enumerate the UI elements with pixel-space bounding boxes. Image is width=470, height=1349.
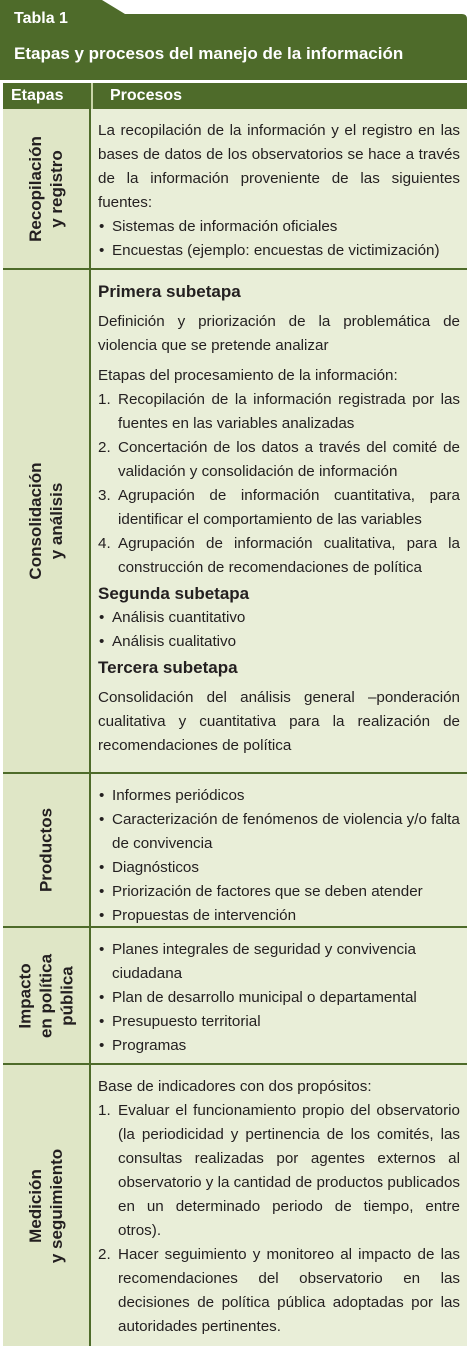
stage-cell <box>3 1065 91 1346</box>
process-cell <box>98 784 460 928</box>
stage-cell <box>3 928 91 1063</box>
table-row-consolidacion <box>3 270 467 774</box>
subsection-heading: Segunda subetapa <box>98 584 250 603</box>
list-item: 4. Agrupación de información cualitativa, para la construcción de recomendaciones de política <box>98 532 460 580</box>
stage-label-line: Productos <box>36 807 56 893</box>
list-item: 2. Hacer seguimiento y monitoreo al impacto de las recomendaciones del observatorio en las decisiones de política pública adoptadas por las autoridades pertinentes. <box>98 1243 460 1339</box>
column-header-procesos: Procesos <box>110 87 183 104</box>
list-item: • Informes periódicos <box>98 784 460 808</box>
table-row-impacto <box>3 928 467 1065</box>
subsection-text: Consolidación del análisis general –ponderación cualitativa y cuantitativa para la realización de recomendaciones de política <box>98 689 460 754</box>
list-item: 3. Agrupación de información cuantitativa, para identificar el comportamiento de las variables <box>98 484 460 532</box>
table-row-productos <box>3 774 467 928</box>
list-item: • Diagnósticos <box>98 856 460 880</box>
list-item: • Programas <box>98 1034 460 1058</box>
stage-label-line: y análisis <box>47 482 66 560</box>
subsection-lead: Etapas del procesamiento de la información: <box>98 367 398 384</box>
column-separator <box>91 83 93 109</box>
list-item: • Encuestas (ejemplo: encuestas de victimización) <box>98 239 460 263</box>
table-row-recopilacion <box>3 109 467 270</box>
process-cell <box>98 938 460 1058</box>
list-item: • Caracterización de fenómenos de violencia y/o falta de convivencia <box>98 808 460 856</box>
list-item: • Plan de desarrollo municipal o departamental <box>98 986 460 1010</box>
subsection-heading: Tercera subetapa <box>98 658 238 677</box>
list-item: 1. Evaluar el funcionamiento propio del observatorio (la periodicidad y pertinencia de los comités, las consultas realizadas por agentes externos al observatorio y la cantidad de productos publicados en un determinado periodo de tiempo, entre otros). <box>98 1099 460 1243</box>
process-cell <box>98 1075 460 1339</box>
process-cell <box>98 278 460 758</box>
process-bullet-list <box>98 784 460 928</box>
stage-cell <box>3 109 91 268</box>
list-item: • Propuestas de intervención <box>98 904 460 928</box>
stage-label-line: y seguimiento <box>47 1148 66 1263</box>
process-intro: La recopilación de la información y el registro en las bases de datos de los observatorios se hace a través de la información proveniente de las siguientes fuentes: <box>98 122 460 211</box>
stage-cell <box>3 774 91 926</box>
table-header <box>0 0 470 80</box>
stage-label-line: pública <box>57 965 77 1026</box>
stage-label-line: Medición <box>26 1168 45 1243</box>
process-bullet-list <box>98 215 460 263</box>
list-item: • Sistemas de información oficiales <box>98 215 460 239</box>
table-title: Etapas y procesos del manejo de la información <box>14 44 404 63</box>
numbered-list <box>98 1099 460 1339</box>
list-item: • Planes integrales de seguridad y convivencia ciudadana <box>98 938 460 986</box>
process-bullet-list <box>98 606 460 654</box>
stage-label <box>36 808 57 892</box>
process-bullet-list <box>98 938 460 1058</box>
process-cell <box>98 119 460 263</box>
stage-label <box>25 1148 67 1262</box>
stage-label-line: Impacto <box>15 962 35 1029</box>
list-item: • Análisis cuantitativo <box>98 606 460 630</box>
column-header-etapas: Etapas <box>11 87 64 104</box>
stage-label <box>15 953 78 1037</box>
column-header-bar <box>3 83 467 109</box>
stage-label-line: Consolidación <box>26 462 45 580</box>
list-item: 2. Concertación de los datos a través del comité de validación y consolidación de información <box>98 436 460 484</box>
list-item: 1. Recopilación de la información registrada por las fuentes en las variables analizadas <box>98 388 460 436</box>
list-item: • Presupuesto territorial <box>98 1010 460 1034</box>
process-intro: Base de indicadores con dos propósitos: <box>98 1078 372 1095</box>
table-number: Tabla 1 <box>14 10 68 27</box>
stage-label-line: Recopilación <box>26 135 45 242</box>
list-item: • Priorización de factores que se deben atender <box>98 880 460 904</box>
stage-label <box>25 462 67 579</box>
stage-label <box>25 136 67 242</box>
table-row-medicion <box>3 1065 467 1346</box>
header-tab-shape <box>0 0 470 80</box>
table-body <box>3 109 467 1346</box>
numbered-list <box>98 388 460 580</box>
stage-label-line: y registro <box>47 149 66 228</box>
subsection-text: Definición y priorización de la problemática de violencia que se pretende analizar <box>98 313 460 354</box>
stage-label-line: en política <box>36 953 56 1038</box>
stage-cell <box>3 270 91 772</box>
list-item: • Análisis cualitativo <box>98 630 460 654</box>
subsection-heading: Primera subetapa <box>98 282 241 301</box>
